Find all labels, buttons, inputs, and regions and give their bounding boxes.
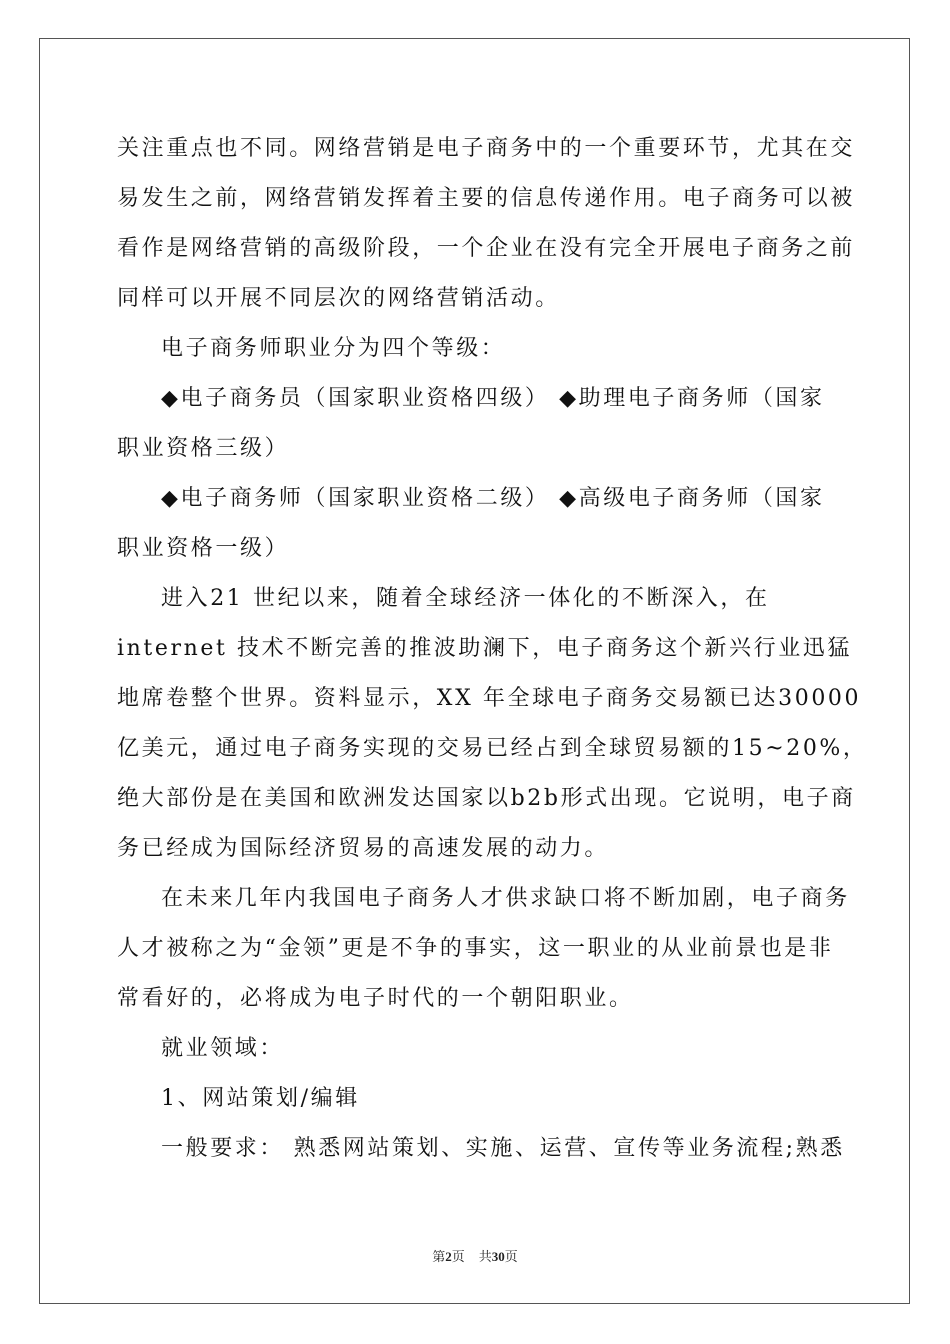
text-line: 同样可以开展不同层次的网络营销活动。: [117, 286, 560, 311]
page-footer: [0, 1246, 950, 1265]
text-line: 易发生之前，网络营销发挥着主要的信息传递作用。电子商务可以被: [117, 186, 856, 211]
text-line: 一般要求： 熟悉网站策划、实施、运营、宣传等业务流程;熟悉: [161, 1136, 845, 1161]
text-line: 务已经成为国际经济贸易的高速发展的动力。: [117, 836, 610, 861]
page-suffix: 页: [451, 1249, 465, 1264]
text-line: 职业资格一级）: [117, 536, 290, 561]
text-line: 看作是网络营销的高级阶段，一个企业在没有完全开展电子商务之前: [117, 236, 856, 261]
page-prefix: 第: [432, 1249, 446, 1264]
document-body: [117, 124, 868, 1174]
text-line: 电子商务师职业分为四个等级：: [161, 336, 506, 361]
text-line: ◆电子商务员（国家职业资格四级） ◆助理电子商务师（国家: [161, 386, 825, 411]
text-line: 职业资格三级）: [117, 436, 290, 461]
text-line: 人才被称之为“金领”更是不争的事实，这一职业的从业前景也是非: [117, 936, 834, 961]
text-line: internet 技术不断完善的推波助澜下，电子商务这个新兴行业迅猛: [117, 636, 853, 661]
total-pages: 30: [491, 1249, 505, 1264]
text-line: 就业领域：: [161, 1036, 285, 1061]
text-line: ◆电子商务师（国家职业资格二级） ◆高级电子商务师（国家: [161, 486, 825, 511]
text-line: 进入21 世纪以来，随着全球经济一体化的不断深入，在: [161, 586, 770, 611]
text-line: 关注重点也不同。网络营销是电子商务中的一个重要环节，尤其在交: [117, 136, 856, 161]
text-line: 亿美元，通过电子商务实现的交易已经占到全球贸易额的15~20%，: [117, 736, 868, 761]
total-suffix: 页: [504, 1249, 518, 1264]
page-number: 2: [445, 1249, 452, 1264]
text-line: 绝大部份是在美国和欧洲发达国家以b2b形式出现。它说明，电子商: [117, 786, 856, 811]
total-prefix: 共: [478, 1249, 492, 1264]
text-line: 常看好的，必将成为电子时代的一个朝阳职业。: [117, 986, 634, 1011]
text-line: 在未来几年内我国电子商务人才供求缺口将不断加剧，电子商务: [161, 886, 850, 911]
text-line: 地席卷整个世界。资料显示，XX 年全球电子商务交易额已达30000: [117, 686, 862, 711]
text-line: 1、网站策划/编辑: [161, 1086, 360, 1111]
